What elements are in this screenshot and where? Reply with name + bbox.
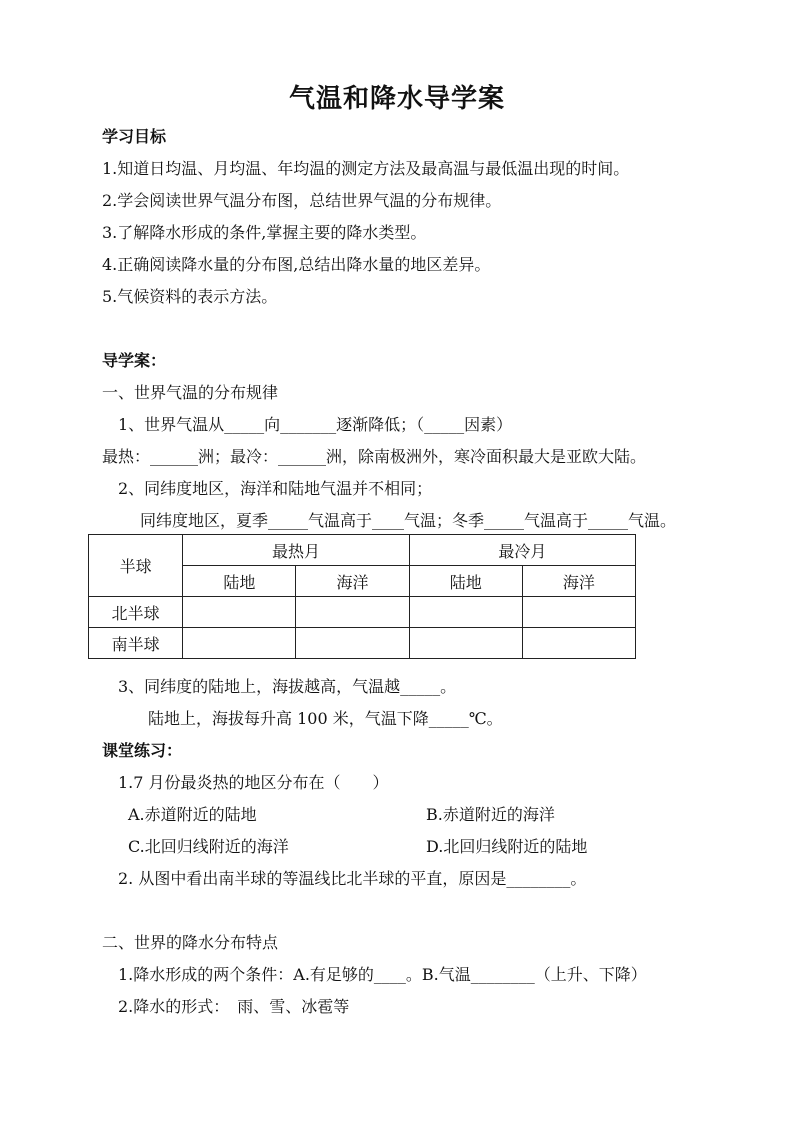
table-row <box>89 628 636 659</box>
table-cell[interactable] <box>183 628 296 659</box>
option-c: C.北回归线附近的海洋 <box>128 837 289 856</box>
practice-q2: 2. 从图中看出南半球的等温线比北半球的平直，原因是________。 <box>118 869 587 888</box>
option-a: A.赤道附近的陆地 <box>128 805 257 824</box>
table-cell[interactable] <box>409 597 522 628</box>
table-cell[interactable] <box>296 597 409 628</box>
practice-heading: 课堂练习： <box>102 741 183 760</box>
table-subheader-land: 陆地 <box>409 566 522 597</box>
section1-q3: 3、同纬度的陆地上，海拔越高，气温越_____。 <box>118 677 457 696</box>
table-cell[interactable] <box>522 628 635 659</box>
option-d: D.北回归线附近的陆地 <box>426 837 588 856</box>
table-cell[interactable] <box>409 628 522 659</box>
section2-q1: 1.降水形成的两个条件：A.有足够的____。B.气温________（上升、下降） <box>118 965 647 984</box>
section1-q3b: 陆地上，海拔每升高 100 米，气温下降_____℃。 <box>148 709 503 728</box>
objectives-heading: 学习目标 <box>102 127 167 146</box>
table-header-coldest: 最冷月 <box>409 535 635 566</box>
section1-heading: 一、世界气温的分布规律 <box>102 383 279 402</box>
section1-q2b: 同纬度地区，夏季_____气温高于____气温；冬季_____气温高于_____气温。 <box>140 511 677 530</box>
objective-item: 5.气候资料的表示方法。 <box>102 287 278 306</box>
objective-item: 4.正确阅读降水量的分布图,总结出降水量的地区差异。 <box>102 255 491 274</box>
section1-q2: 2、同纬度地区，海洋和陆地气温并不相同； <box>118 479 433 498</box>
objective-item: 1.知道日均温、月均温、年均温的测定方法及最高温与最低温出现的时间。 <box>102 159 630 178</box>
section2-heading: 二、世界的降水分布特点 <box>102 933 279 952</box>
guide-heading: 导学案： <box>102 351 167 370</box>
section1-q1: 1、世界气温从_____向_______逐渐降低；（_____因素） <box>118 415 513 434</box>
section1-q1b: 最热：______洲；最冷：______洲，除南极洲外，寒冷面积最大是亚欧大陆。 <box>102 447 647 466</box>
table-subheader-land: 陆地 <box>183 566 296 597</box>
section2-q2: 2.降水的形式： 雨、雪、冰雹等 <box>118 997 350 1016</box>
objective-item: 3.了解降水形成的条件,掌握主要的降水类型。 <box>102 223 427 242</box>
option-b: B.赤道附近的海洋 <box>426 805 555 824</box>
table-cell[interactable] <box>296 628 409 659</box>
objective-item: 2.学会阅读世界气温分布图，总结世界气温的分布规律。 <box>102 191 502 210</box>
practice-q1: 1.7 月份最炎热的地区分布在（ ） <box>118 773 389 792</box>
temperature-table <box>88 534 636 659</box>
table-row <box>89 597 636 628</box>
row-label-north: 北半球 <box>89 597 183 628</box>
row-label-south: 南半球 <box>89 628 183 659</box>
table-subheader-ocean: 海洋 <box>522 566 635 597</box>
table-header-hottest: 最热月 <box>183 535 409 566</box>
table-cell[interactable] <box>522 597 635 628</box>
table-cell[interactable] <box>183 597 296 628</box>
page-title: 气温和降水导学案 <box>288 84 505 114</box>
table-subheader-ocean: 海洋 <box>296 566 409 597</box>
table-header-hemisphere: 半球 <box>89 535 183 597</box>
